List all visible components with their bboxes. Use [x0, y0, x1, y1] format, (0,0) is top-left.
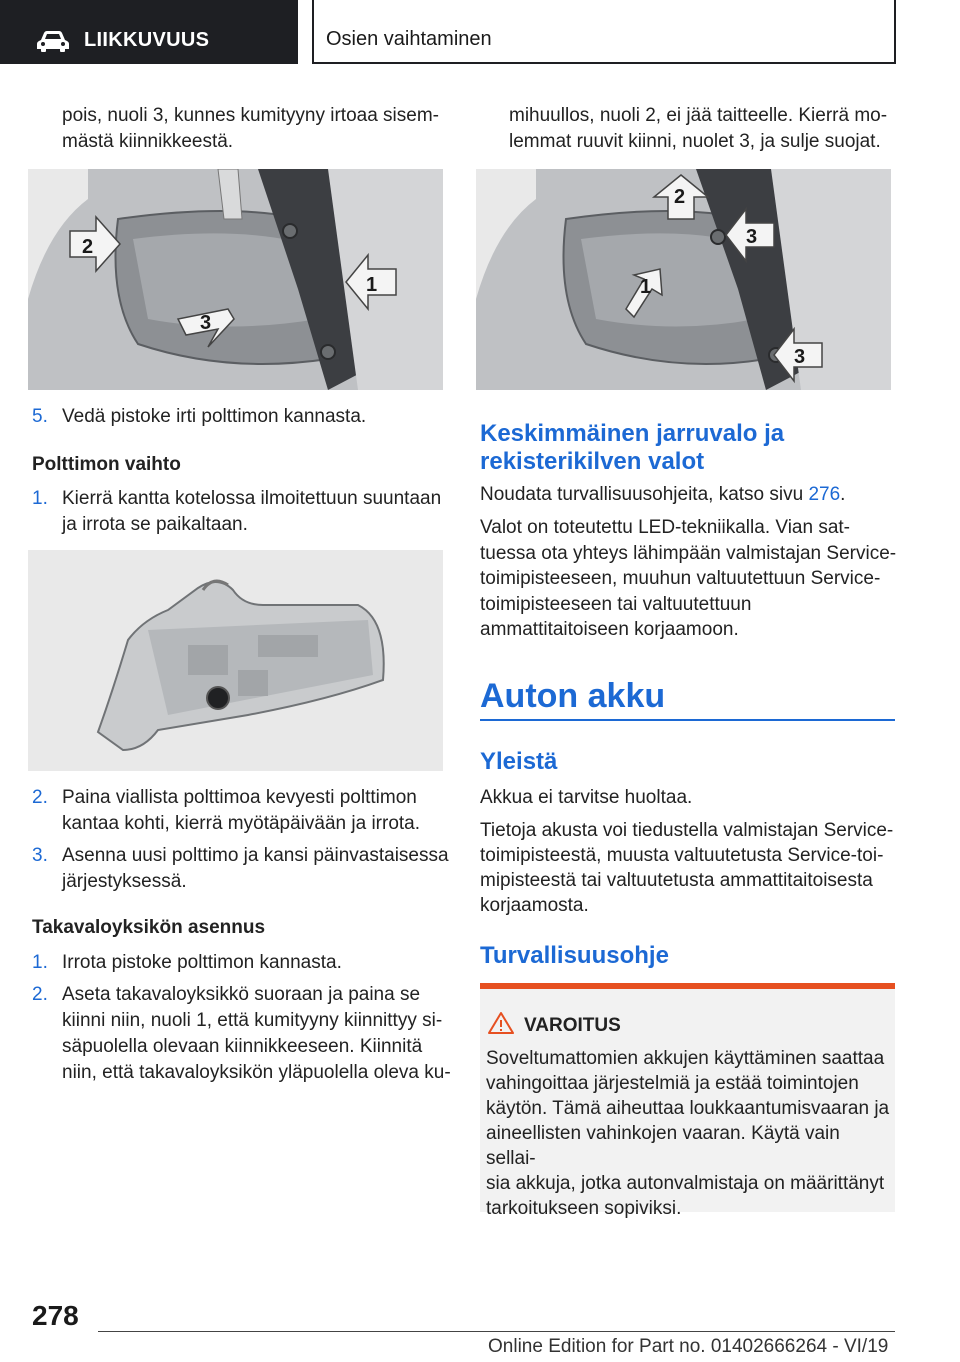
figure-label: 2 [82, 236, 94, 258]
step-text: ja irrota se paikaltaan. [62, 514, 248, 535]
heading-brake-light: rekisterikilven valot [480, 448, 705, 475]
chapter-header[interactable] [0, 0, 298, 64]
warning-line: aineellisten vahinkojen vaaran. Käytä vain sellai- [486, 1123, 840, 1169]
step-number: 2. [32, 787, 48, 808]
paragraph-line: mästä kiinnikkeestä. [62, 131, 234, 152]
step-text: Asenna uusi polttimo ja kansi päinvastaisessa [62, 845, 449, 866]
paragraph-line: toimipisteestä, muusta valtuutetusta Service-toi- [480, 845, 884, 866]
paragraph-line: toimipisteeseen tai valtuutettuun [480, 594, 752, 615]
heading-safety: Turvallisuusohje [480, 942, 669, 969]
heading-battery: Auton akku [480, 677, 666, 715]
paragraph-line: Tietoja akusta voi tiedustella valmistajan Service- [480, 820, 894, 841]
heading-brake-light: Keskimmäinen jarruvalo ja [480, 420, 785, 447]
paragraph-line: Akkua ei tarvitse huoltaa. [480, 787, 693, 808]
step-number: 1. [32, 488, 48, 509]
step-text: Irrota pistoke polttimon kannasta. [62, 952, 342, 973]
step-text: kantaa kohti, kierrä myötäpäivään ja irrota. [62, 813, 421, 834]
page-number: 278 [32, 1300, 79, 1331]
footer-rule [98, 1331, 895, 1332]
car-icon [36, 29, 70, 53]
warning-box [480, 983, 895, 1219]
footer-edition: Online Edition for Part no. 01402666264 - VI/19 [488, 1336, 889, 1357]
figure-label: 1 [640, 276, 652, 298]
paragraph-line: toimipisteeseen, muuhun valtuutettuun Service- [480, 568, 881, 589]
heading-general: Yleistä [480, 748, 558, 775]
subheading-bulb-change: Polttimon vaihto [32, 454, 181, 475]
warning-line: vahingoittaa järjestelmiä ja estää toimintojen [486, 1073, 859, 1094]
figure-label: 3 [746, 226, 758, 248]
taillight-install-figure [476, 169, 891, 390]
step-text: Aseta takavaloyksikkö suoraan ja paina se [62, 984, 421, 1005]
figure-label: 1 [366, 274, 378, 296]
step-number: 3. [32, 845, 48, 866]
safety-reference-end: . [840, 484, 846, 505]
figure-label: 3 [200, 312, 212, 334]
paragraph-line: pois, nuoli 3, kunnes kumityyny irtoaa sisem- [62, 105, 439, 126]
warning-line: sia akkuja, jotka autonvalmistaja on määrittänyt [486, 1173, 885, 1194]
warning-title: VAROITUS [524, 1015, 621, 1036]
step-text: kiinni niin, nuoli 1, että kumityyny kiinnittyy si- [62, 1010, 443, 1031]
step-text: Paina viallista polttimoa kevyesti polttimon [62, 787, 417, 808]
chapter-title: LIIKKUVUUS [84, 29, 210, 51]
heading-rule [480, 719, 895, 721]
step-text: järjestyksessä. [62, 871, 187, 892]
warning-triangle-icon [488, 1011, 514, 1035]
step-text: säpuolella olevaan kiinnikkeeseen. Kiinnitä [62, 1036, 423, 1057]
taillight-removal-figure [28, 169, 443, 390]
step-text: Vedä pistoke irti polttimon kannasta. [62, 406, 367, 427]
paragraph-line: tuessa ota yhteys lähimpään valmistajan Service- [480, 543, 897, 564]
section-title: Osien vaihtaminen [326, 28, 492, 50]
page-link[interactable]: 276 [808, 484, 841, 505]
lamp-housing-figure [28, 550, 443, 771]
paragraph-line: korjaamosta. [480, 895, 589, 916]
step-text: niin, että takavaloyksikön yläpuolella oleva ku- [62, 1062, 451, 1083]
warning-line: käytön. Tämä aiheuttaa loukkaantumisvaaran ja [486, 1098, 890, 1119]
paragraph-line: lemmat ruuvit kiinni, nuolet 3, ja sulje suojat. [509, 131, 881, 152]
section-header [312, 0, 896, 64]
warning-line: Soveltumattomien akkujen käyttäminen saattaa [486, 1048, 885, 1069]
warning-text [486, 1046, 890, 1221]
paragraph-line: mihuullos, nuoli 2, ei jää taitteelle. Kierrä mo- [509, 105, 888, 126]
warning-line: tarkoitukseen sopiviksi. [486, 1198, 682, 1219]
safety-reference [480, 482, 845, 507]
subheading-taillight-install: Takavaloyksikön asennus [32, 917, 266, 938]
safety-reference-text: Noudata turvallisuusohjeita, katso sivu [480, 484, 809, 505]
step-number: 2. [32, 984, 48, 1005]
paragraph-line: mipisteestä tai valtuutetusta ammattitaitoisesta [480, 870, 873, 891]
step-number: 5. [32, 406, 48, 427]
step-text: Kierrä kantta kotelossa ilmoitettuun suuntaan [62, 488, 442, 509]
paragraph-line: Valot on toteutettu LED-tekniikalla. Vian sat- [480, 517, 851, 538]
figure-label: 3 [794, 346, 806, 368]
figure-label: 2 [674, 186, 686, 208]
step-number: 1. [32, 952, 48, 973]
paragraph-line: ammattitaitoiseen korjaamoon. [480, 619, 739, 640]
